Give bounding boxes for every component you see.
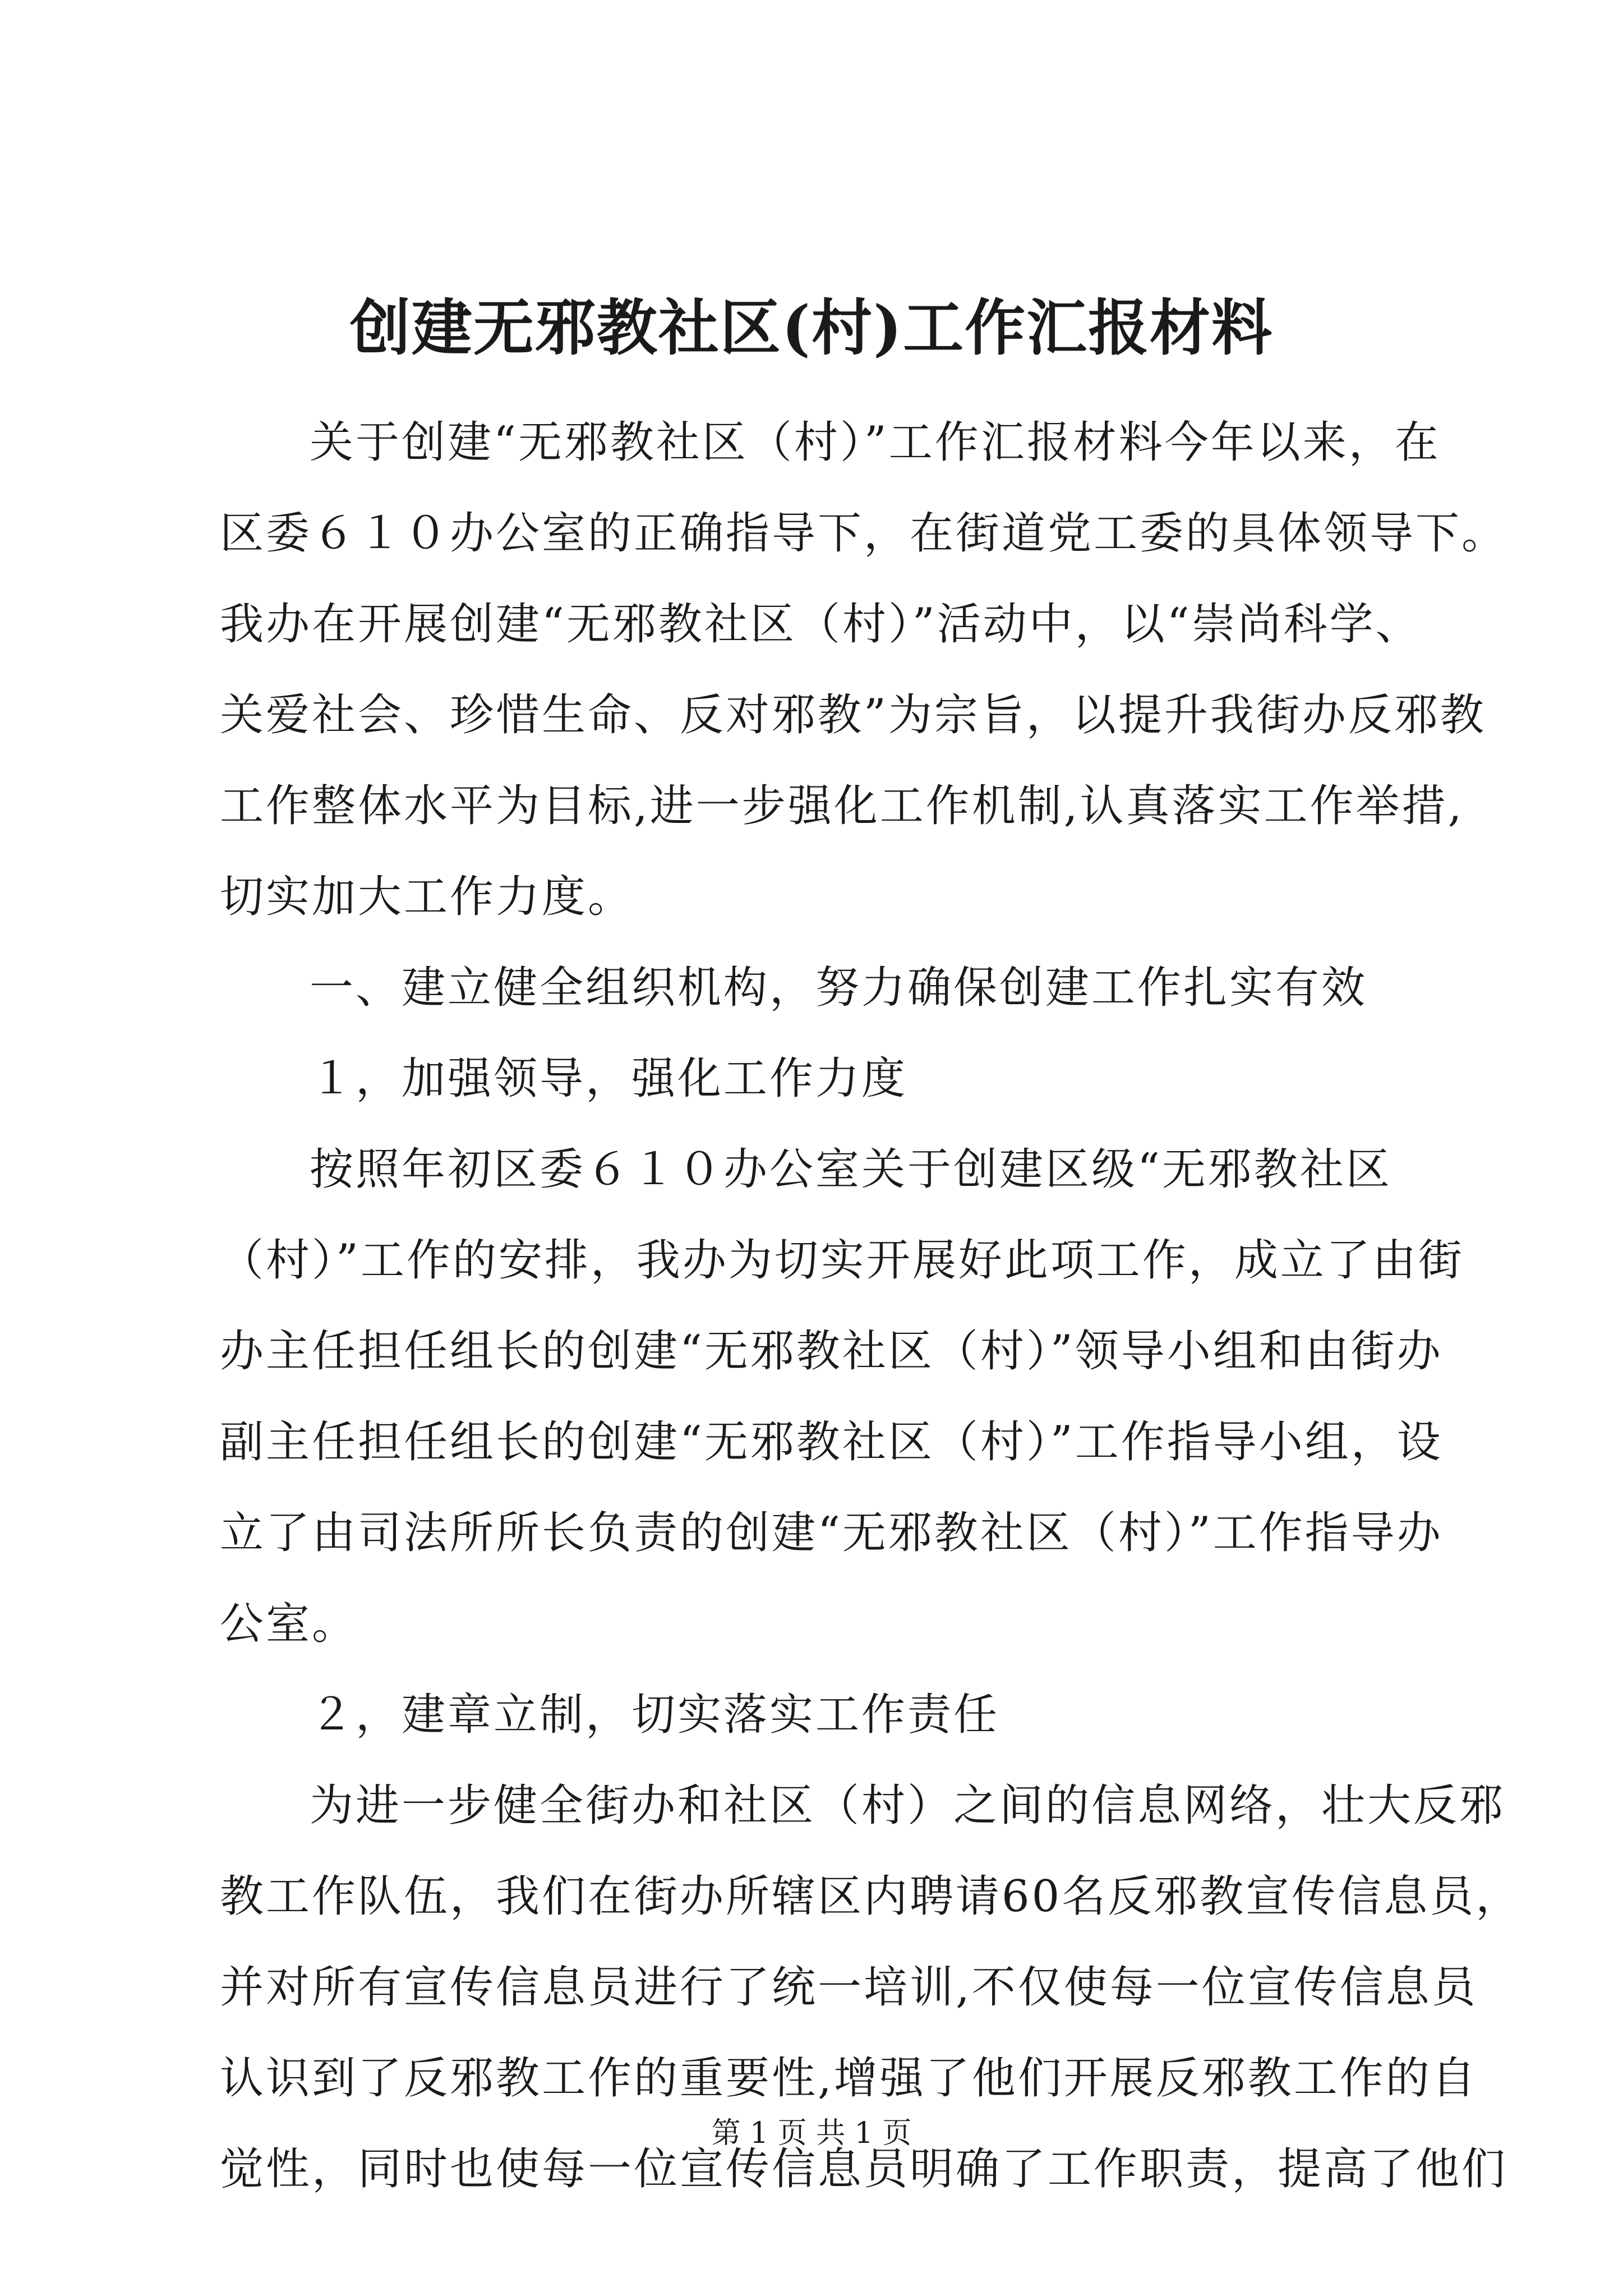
body-line: 按照年初区委６１０办公室关于创建区级“无邪教社区 bbox=[310, 1144, 1392, 1195]
body-line: 我办在开展创建“无邪教社区（村）”活动中，以“崇尚科学、 bbox=[220, 599, 1422, 650]
body-line: 教工作队伍，我们在街办所辖区内聘请60名反邪教宣传信息员， bbox=[220, 1871, 1522, 1922]
body-line: 关爱社会、珍惜生命、反对邪教”为宗旨，以提升我街办反邪教 bbox=[220, 690, 1486, 740]
body-line: 副主任担任组长的创建“无邪教社区（村）”工作指导小组，设 bbox=[220, 1417, 1443, 1467]
body-line: 工作整体水平为目标,进一步强化工作机制,认真落实工作举措, bbox=[220, 781, 1464, 831]
body-line: 并对所有宣传信息员进行了统一培训,不仅使每一位宣传信息员 bbox=[220, 1962, 1478, 2013]
body-line: 关于创建“无邪教社区（村）”工作汇报材料今年以来，在 bbox=[310, 417, 1441, 468]
body-line: 认识到了反邪教工作的重要性,增强了他们开展反邪教工作的自 bbox=[220, 2053, 1478, 2104]
body-line: 公室。 bbox=[220, 1599, 358, 1649]
body-line: 立了由司法所所长负责的创建“无邪教社区（村）”工作指导办 bbox=[220, 1508, 1443, 1558]
body-line: 切实加大工作力度。 bbox=[220, 872, 634, 922]
body-line: （村）”工作的安排，我办为切实开展好此项工作，成立了由街 bbox=[220, 1235, 1464, 1286]
body-line: 办主任担任组长的创建“无邪教社区（村）”领导小组和由街办 bbox=[220, 1326, 1443, 1377]
document-title: 创建无邪教社区(村)工作汇报材料 bbox=[349, 293, 1274, 364]
body-line: 为进一步健全街办和社区（村）之间的信息网络，壮大反邪 bbox=[310, 1780, 1506, 1831]
body-line: １，加强领导，强化工作力度 bbox=[310, 1053, 908, 1104]
body-line: 区委６１０办公室的正确指导下，在街道党工委的具体领导下。 bbox=[220, 508, 1508, 559]
body-line: 觉性，同时也使每一位宣传信息员明确了工作职责，提高了他们 bbox=[220, 2144, 1508, 2194]
page-footer: 第 1 页 共 1 页 bbox=[711, 2116, 912, 2150]
body-line: ２，建章立制，切实落实工作责任 bbox=[310, 1690, 1000, 1740]
body-line: 一、建立健全组织机构，努力确保创建工作扎实有效 bbox=[310, 963, 1368, 1013]
document-body bbox=[220, 397, 1522, 2215]
